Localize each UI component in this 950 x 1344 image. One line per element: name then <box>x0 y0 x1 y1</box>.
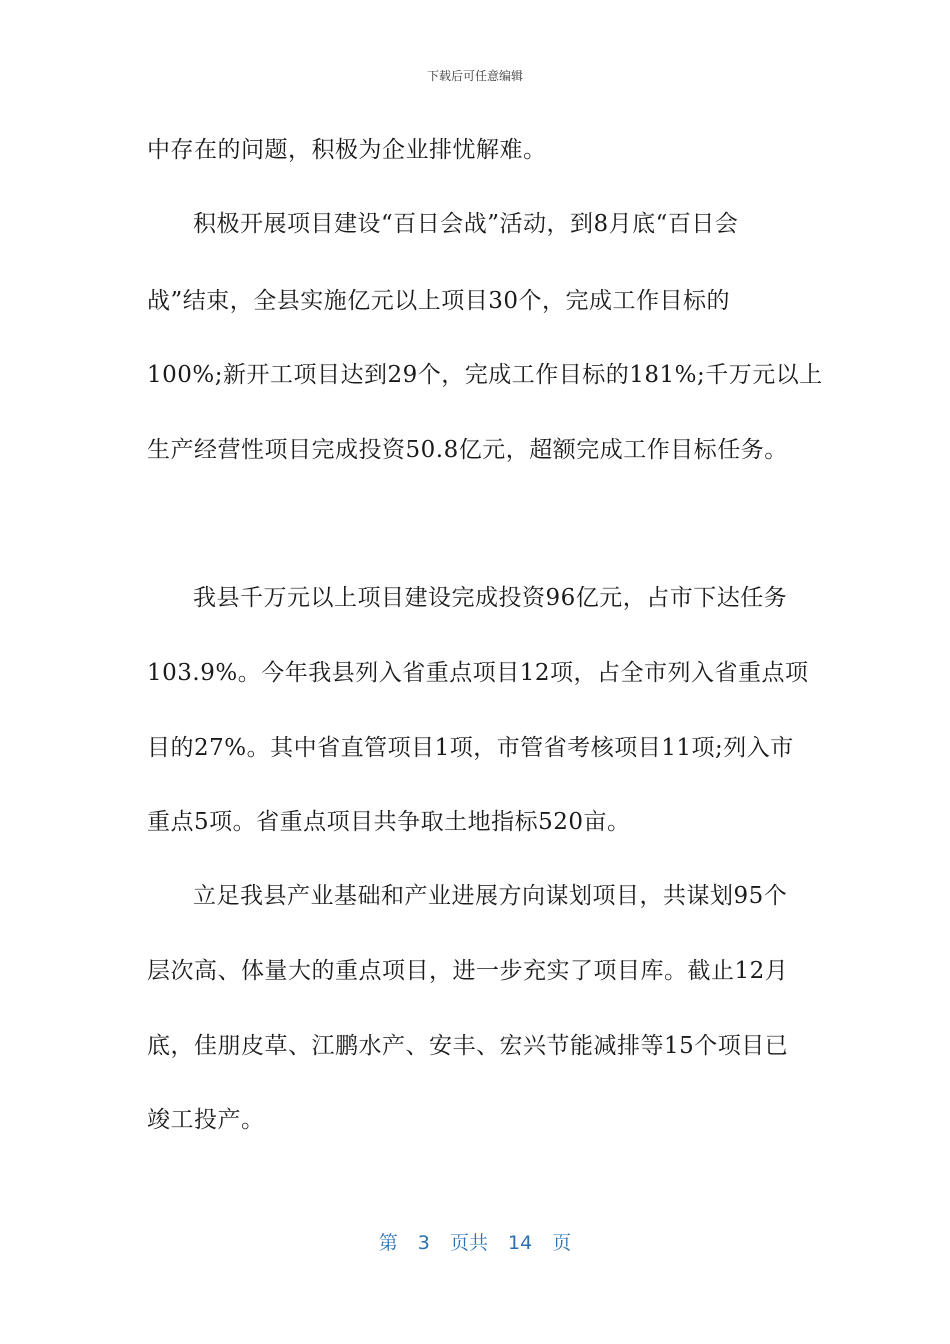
text-line: 103.9%。今年我县列入省重点项目12项，占全市列入省重点项 <box>147 660 809 686</box>
text-line: 战”结束，全县实施亿元以上项目30个，完成工作目标的 <box>147 288 731 314</box>
text-line: 我县千万元以上项目建设完成投资96亿元，占市下达任务 <box>193 585 788 611</box>
text-line: 中存在的问题，积极为企业排忧解难。 <box>147 137 547 163</box>
text-line: 生产经营性项目完成投资50.8亿元，超额完成工作目标任务。 <box>147 437 788 463</box>
page-footer <box>0 1228 950 1255</box>
text-line: 100%;新开工项目达到29个，完成工作目标的181%;千万元以上 <box>147 362 823 388</box>
text-line: 积极开展项目建设“百日会战”活动，到8月底“百日会 <box>193 211 739 237</box>
page-header-note: 下载后可任意编辑 <box>426 69 523 83</box>
text-line: 重点5项。省重点项目共争取土地指标520亩。 <box>147 809 631 835</box>
footer-label-di: 第 <box>378 1232 398 1254</box>
footer-current-page: 3 <box>417 1232 430 1254</box>
text-line: 目的27%。其中省直管项目1项，市管省考核项目11项;列入市 <box>147 735 794 761</box>
text-line: 立足我县产业基础和产业进展方向谋划项目，共谋划95个 <box>193 883 788 909</box>
text-line: 底，佳朋皮草、江鹏水产、安丰、宏兴节能减排等15个项目已 <box>147 1033 789 1059</box>
footer-total-pages: 14 <box>508 1232 533 1254</box>
text-line: 层次高、体量大的重点项目，进一步充实了项目库。截止12月 <box>147 958 789 984</box>
text-line: 竣工投产。 <box>147 1107 265 1133</box>
footer-label-ye: 页 <box>552 1232 572 1254</box>
footer-label-ye-gong: 页共 <box>449 1232 488 1254</box>
